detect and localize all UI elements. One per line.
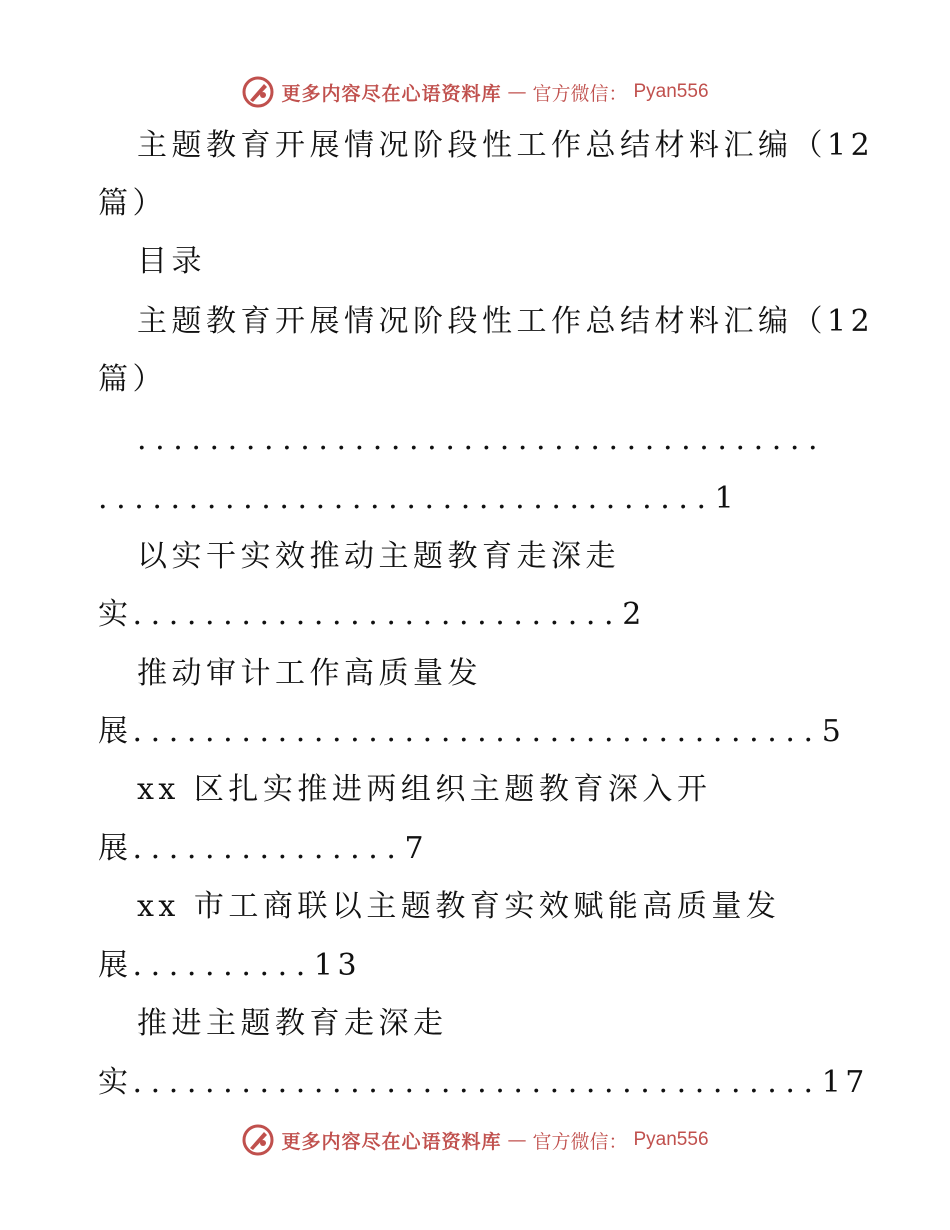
- pen-logo-icon: [241, 75, 275, 109]
- toc-entry-2-dots: ...........................: [132, 597, 623, 632]
- banner-dash: —: [507, 1129, 527, 1151]
- banner-brand: 更多内容尽在心语资料库: [281, 82, 502, 105]
- toc-entry-6-title: 推进主题教育走深走: [137, 1006, 448, 1041]
- toc-entry-6-lead: 实: [98, 1065, 133, 1100]
- toc-entry-3-title: 推动审计工作高质量发: [137, 656, 482, 691]
- toc-entry-3-dots: ......................................: [132, 714, 822, 749]
- banner-dash: —: [507, 81, 527, 103]
- toc-entry-3-page: 5: [821, 714, 846, 749]
- toc-entry-5-leader: [98, 948, 361, 984]
- toc-entry-2-page: 2: [622, 597, 646, 632]
- toc-entry-1-leader: [98, 481, 738, 517]
- toc-entry-1-tail-dots: ..................................: [98, 481, 715, 516]
- pen-logo-icon: [241, 1123, 275, 1157]
- banner-label: 官方微信：: [532, 1130, 628, 1153]
- toc-entry-5-dots: ..........: [132, 948, 314, 983]
- header-banner: [0, 75, 950, 109]
- toc-entry-4-title: xx 区扎实推进两组织主题教育深入开: [137, 772, 712, 807]
- toc-entry-1-dots: ......................................: [137, 422, 827, 457]
- toc-entry-6-leader: [98, 1065, 869, 1101]
- toc-entry-4-dots: ...............: [132, 831, 405, 866]
- toc-entry-5-lead: 展: [98, 948, 133, 983]
- banner-handle: Pyan556: [633, 1129, 709, 1150]
- toc-entry-3-lead: 展: [98, 714, 133, 749]
- toc-entry-4-leader: [98, 831, 428, 867]
- document-title-line2: 篇）: [98, 186, 167, 221]
- toc-entry-2-title: 以实干实效推动主题教育走深走: [137, 539, 620, 574]
- toc-entry-2-lead: 实: [98, 597, 133, 632]
- toc-entry-1-title-cont: 篇）: [98, 362, 167, 397]
- banner-label: 官方微信：: [532, 82, 628, 105]
- toc-heading: 目录: [137, 244, 206, 279]
- banner-brand: 更多内容尽在心语资料库: [281, 1130, 502, 1153]
- toc-entry-1-page: 1: [714, 481, 739, 516]
- toc-entry-3-leader: [98, 714, 845, 750]
- document-title-line1: 主题教育开展情况阶段性工作总结材料汇编（12: [137, 128, 875, 163]
- toc-entry-2-leader: [98, 597, 646, 633]
- toc-entry-1-title: 主题教育开展情况阶段性工作总结材料汇编（12: [137, 304, 875, 339]
- toc-entry-5-page: 13: [313, 948, 362, 983]
- toc-entry-5-title: xx 市工商联以主题教育实效赋能高质量发: [137, 889, 781, 924]
- toc-entry-6-page: 17: [821, 1065, 869, 1100]
- banner-handle: Pyan556: [633, 81, 709, 102]
- footer-banner: [0, 1123, 950, 1157]
- toc-entry-4-page: 7: [404, 831, 429, 866]
- toc-entry-4-lead: 展: [98, 831, 133, 866]
- toc-entry-6-dots: ......................................: [132, 1065, 822, 1100]
